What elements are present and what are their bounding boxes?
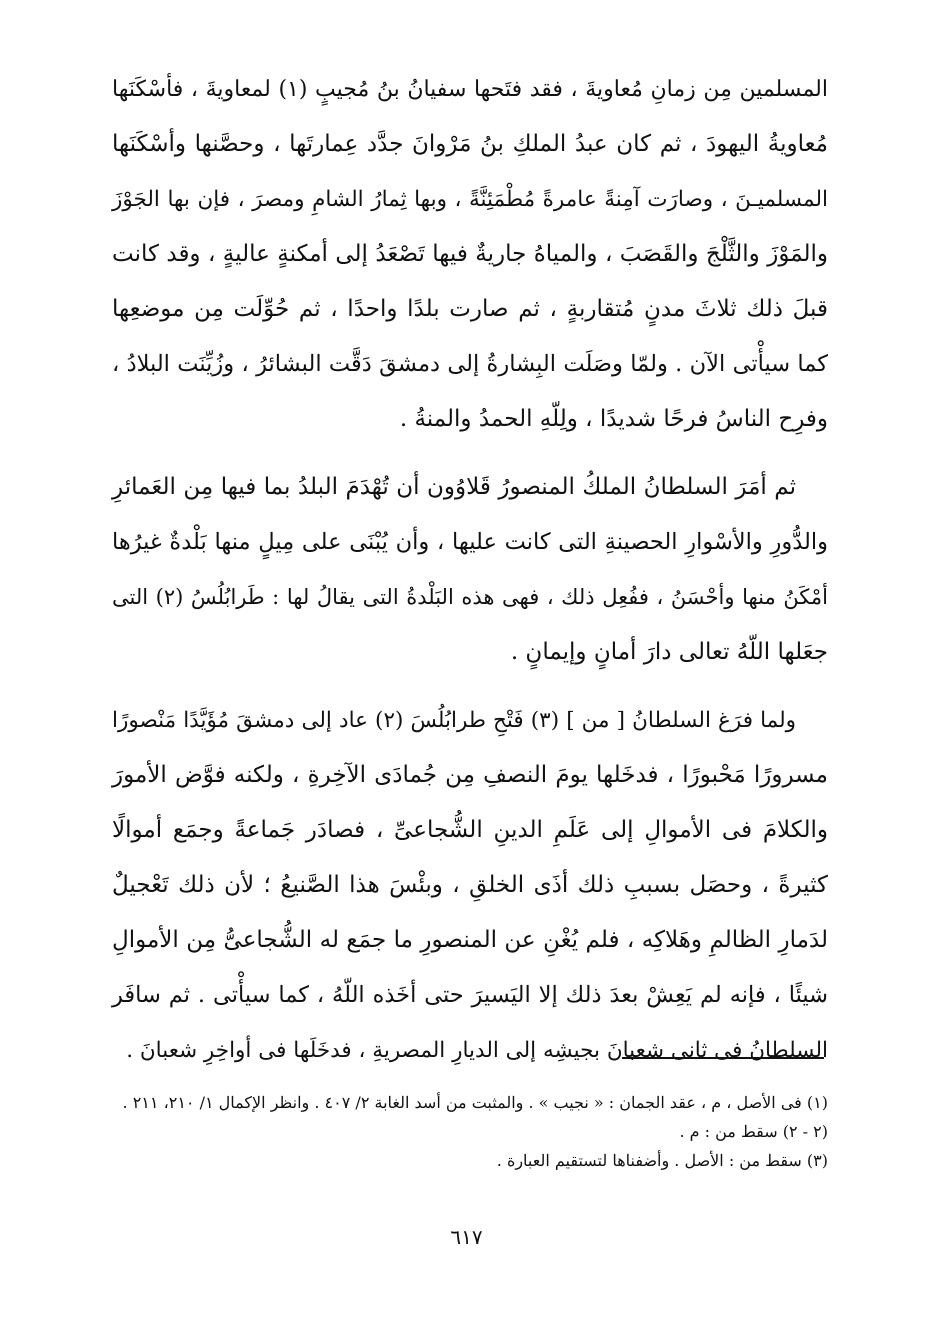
- footnote-1: (١) فى الأصل ، م ، عقد الجمان : « نجيب » . والمثبت من أسد الغابة ٢/ ٤٠٧ . وانظر الإكمال ١/ ٢١٠، ٢١١ .: [122, 1093, 828, 1112]
- text-line: السلطانُ فى ثانى شعبانَ بجيشِه إلى الديارِ المصريةِ ، فدخَلَها فى أواخِرِ شعبانَ .: [126, 1038, 828, 1063]
- text-line: لدَمارِ الظالمِ وهَلاكِه ، فلم يُغْنِ عن المنصورِ ما جمَع له الشُّجاعىُّ مِن الأموالِ: [112, 927, 828, 953]
- text-line: المسلميـنَ ، وصارَت آمِنةً عامرةً مُطْمَئِنَّةً ، وبها ثِمارُ الشامِ ومصرَ ، فإن بها الجَوْزَ: [112, 187, 828, 212]
- main-text: [112, 62, 828, 1078]
- text-line: كما سيأْتى الآن . ولمّا وصَلَت البِشارةُ إلى دمشقَ دَقَّت البشائرُ ، وزُيِّنَت البلادُ ،: [112, 351, 828, 377]
- paragraph-2: [112, 460, 828, 680]
- footnote-separator: [622, 1057, 824, 1059]
- text-line: المسلمين مِن زمانِ مُعاويةَ ، فقد فتَحها سفيانُ بنُ مُجيبٍ (١) لمعاويةَ ، فأسْكَنَها: [112, 77, 829, 102]
- text-line: ثم أمَرَ السلطانُ الملكُ المنصورُ قَلاوُون أن تُهْدَمَ البلدُ بما فيها مِن العَمائرِ: [112, 474, 796, 500]
- text-line: والكلامَ فى الأموالِ إلى عَلَمِ الدينِ الشُّجاعىِّ ، فصادَر جَماعةً وجمَع أموالًا: [112, 817, 828, 843]
- text-line: والدُّورِ والأسْوارِ الحصينةِ التى كانت عليها ، وأن يُبْنَى على مِيلٍ منها بَلْدةٌ غيرُها: [112, 529, 828, 555]
- paragraph-3: [112, 693, 828, 1078]
- paragraph-1: [112, 62, 828, 447]
- text-line: جعَلها اللّهُ تعالى دارَ أمانٍ وإيمانٍ .: [510, 639, 828, 665]
- text-line: شيئًا ، فإنه لم يَعِشْ بعدَ ذلك إلا اليَسيرَ حتى أخَذه اللّهُ ، كما سيأْتى . ثم سافَر: [112, 982, 828, 1008]
- text-line: أمْكَنُ منها وأحْسَنُ ، ففُعِل ذلك ، فهى هذه البَلْدةُ التى يقالُ لها : طَرابُلُسُ (٢) التى: [112, 585, 828, 609]
- text-line: والمَوْزَ والثَّلْجَ والقَصَبَ ، والمياهُ جاريةٌ فيها تَصْعَدُ إلى أمكنةٍ عاليةٍ ، وقد كانت: [112, 241, 828, 267]
- text-line: وفرِح الناسُ فرحًا شديدًا ، ولِلّهِ الحمدُ والمنةُ .: [399, 406, 828, 432]
- text-line: كثيرةً ، وحصَل بسببِ ذلك أذَى الخلقِ ، وبئْسَ هذا الصَّنيعُ ؛ لأن ذلك تَعْجيلٌ: [112, 872, 828, 898]
- text-line: ولما فرَغ السلطانُ [ من ] (٣) فَتْحِ طرابُلُسَ (٢) عاد إلى دمشقَ مُؤَيَّدًا مَنْصورًا: [112, 708, 796, 733]
- footnote-3: (٣) سقط من : الأصل . وأضفناها لتستقيم العبارة .: [496, 1151, 828, 1170]
- footnote-2: (٢ - ٢) سقط من : م .: [679, 1122, 828, 1141]
- page-number: ٦١٧: [450, 1225, 483, 1249]
- text-line: قبلَ ذلك ثلاثَ مدنٍ مُتقاربةٍ ، ثم صارت بلدًا واحدًا ، ثم حُوِّلَت مِن موضعِها: [112, 296, 828, 322]
- footnotes: [112, 1088, 828, 1175]
- text-line: مُعاويةُ اليهودَ ، ثم كان عبدُ الملكِ بنُ مَرْوانَ جدَّد عِمارتَها ، وحصَّنها وأسْكَنَها: [112, 131, 828, 157]
- text-line: مسرورًا مَحْبورًا ، فدخَلها يومَ النصفِ مِن جُمادَى الآخِرةِ ، ولكنه فوَّض الأمورَ: [112, 762, 828, 788]
